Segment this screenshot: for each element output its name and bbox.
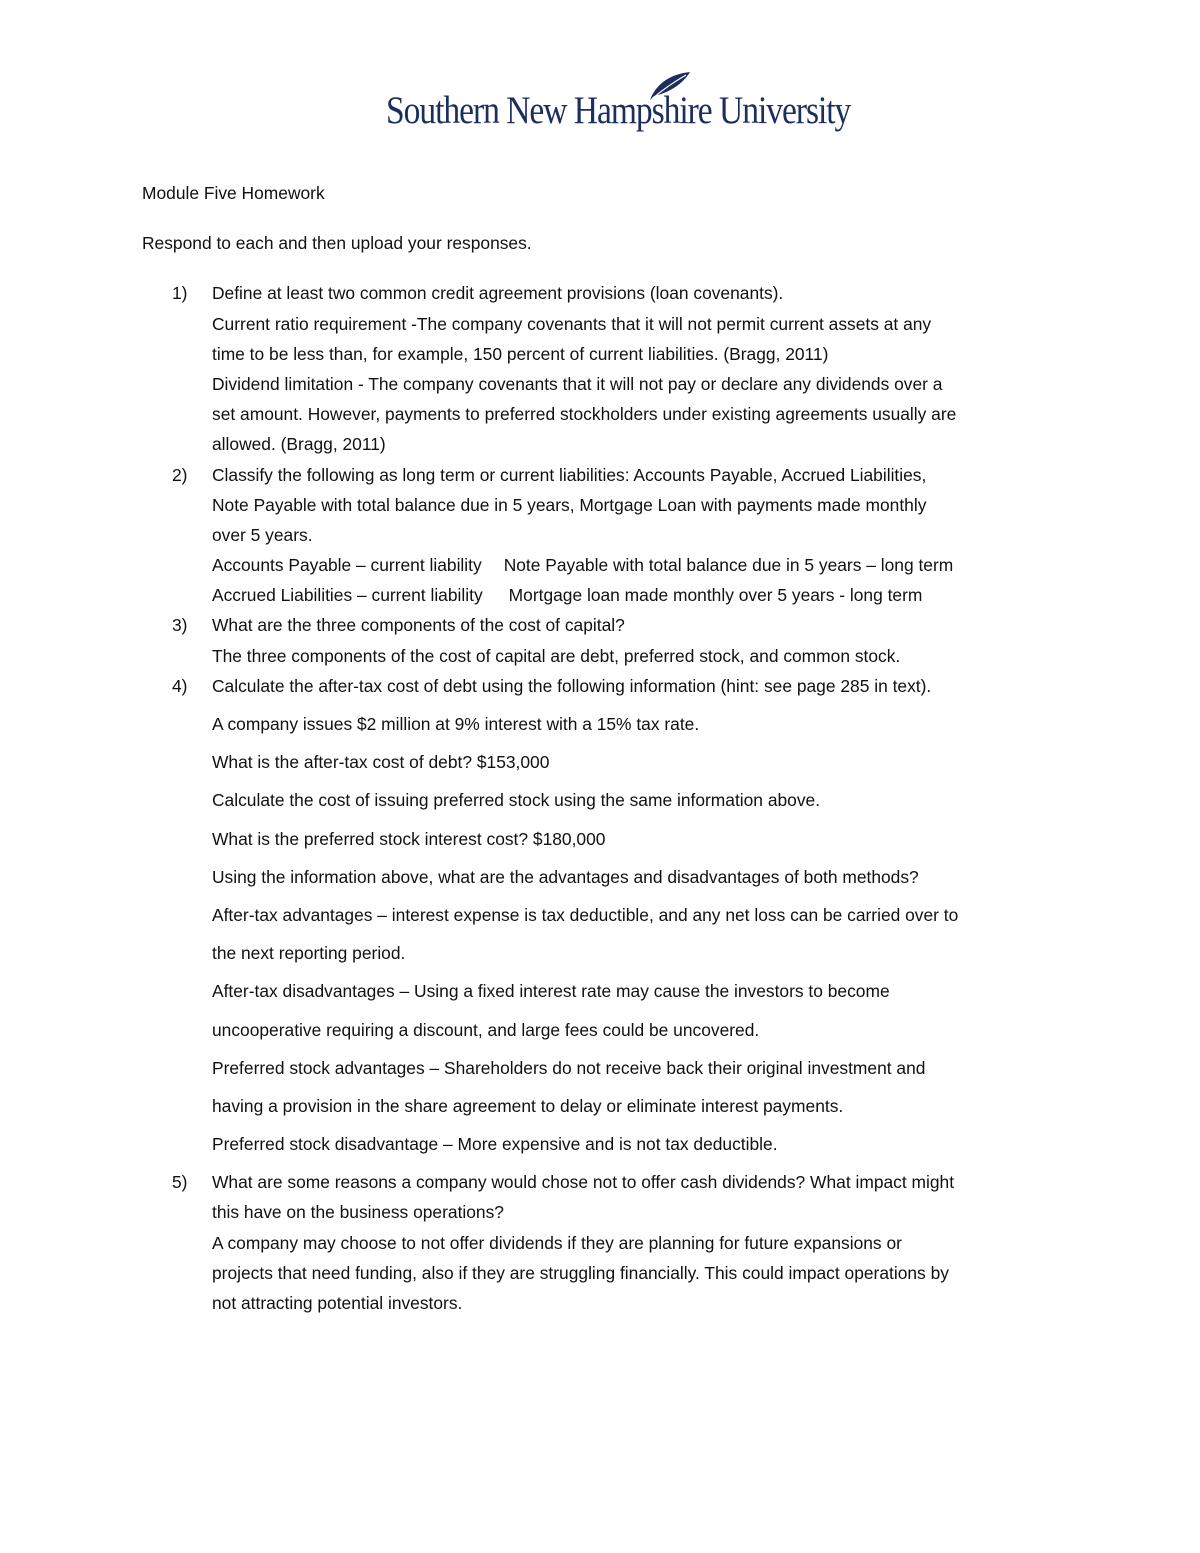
question-4 (142, 671, 1062, 1159)
question-number: 1) (172, 283, 188, 304)
question-text: over 5 years. (212, 524, 313, 545)
answer-cell: Accounts Payable – current liability (212, 555, 482, 576)
answer-line: What is the after-tax cost of debt? $153,000 (212, 752, 550, 773)
question-text: Calculate the after-tax cost of debt using the following information (hint: see page 285 in text). (212, 675, 932, 696)
answer-line: Preferred stock advantages – Shareholders do not receive back their original investment and (212, 1057, 926, 1078)
question-text: this have on the business operations? (212, 1202, 504, 1223)
answer-cell: Note Payable with total balance due in 5 years – long term (503, 555, 954, 576)
answer-line: After-tax advantages – interest expense is tax deductible, and any net loss can be carried over to (212, 904, 959, 925)
answer-line: After-tax disadvantages – Using a fixed interest rate may cause the investors to become (212, 981, 890, 1002)
answer-line (212, 580, 1062, 610)
document-body (142, 178, 1062, 1318)
answer-line: uncooperative requiring a discount, and large fees could be uncovered. (212, 1019, 760, 1040)
university-logo (386, 70, 851, 140)
answer-line: Current ratio requirement -The company covenants that it will not permit current assets at any (212, 313, 932, 334)
question-2 (142, 460, 1062, 611)
leaf-icon (648, 70, 692, 102)
answer-line: time to be less than, for example, 150 percent of current liabilities. (Bragg, 2011) (212, 343, 829, 364)
question-text: What are the three components of the cost of capital? (212, 615, 625, 636)
answer-line: Calculate the cost of issuing preferred stock using the same information above. (212, 790, 821, 811)
question-1 (142, 278, 1062, 459)
answer-line: having a provision in the share agreement to delay or eliminate interest payments. (212, 1095, 844, 1116)
answer-cell: Mortgage loan made monthly over 5 years - long term (508, 585, 923, 606)
answer-line: A company issues $2 million at 9% interest with a 15% tax rate. (212, 714, 700, 734)
question-number: 3) (172, 615, 188, 636)
question-text: Note Payable with total balance due in 5 years, Mortgage Loan with payments made monthly (212, 494, 927, 515)
instructions: Respond to each and then upload your responses. (142, 233, 532, 254)
answer-line: Preferred stock disadvantage – More expensive and is not tax deductible. (212, 1134, 778, 1155)
question-text: Classify the following as long term or current liabilities: Accounts Payable, Accrued Liabilities, (212, 464, 927, 485)
page-title: Module Five Homework (142, 183, 325, 203)
question-5 (142, 1167, 1062, 1318)
question-number: 4) (172, 675, 188, 696)
question-number: 2) (172, 464, 188, 485)
question-text: What are some reasons a company would chose not to offer cash dividends? What impact might (212, 1172, 955, 1193)
answer-line: projects that need funding, also if they are struggling financially. This could impact operations by (212, 1262, 949, 1283)
answer-cell: Accrued Liabilities – current liability (212, 585, 483, 606)
answer-line: Dividend limitation - The company covenants that it will not pay or declare any dividends over a (212, 373, 943, 394)
question-number: 5) (172, 1172, 188, 1193)
answer-line: the next reporting period. (212, 943, 406, 964)
answer-line: The three components of the cost of capital are debt, preferred stock, and common stock. (212, 645, 901, 666)
answer-line: Using the information above, what are the advantages and disadvantages of both methods? (212, 866, 919, 887)
logo-wordmark: Southern New Hampshire University (386, 89, 851, 132)
answer-line: What is the preferred stock interest cost? $180,000 (212, 828, 606, 849)
answer-line (212, 550, 1062, 580)
question-text: Define at least two common credit agreement provisions (loan covenants). (212, 283, 784, 304)
answer-line: set amount. However, payments to preferred stockholders under existing agreements usually are (212, 404, 957, 425)
question-3 (142, 610, 1062, 670)
answer-line: not attracting potential investors. (212, 1293, 463, 1313)
answer-line: allowed. (Bragg, 2011) (212, 434, 386, 455)
answer-line: A company may choose to not offer dividends if they are planning for future expansions or (212, 1232, 902, 1253)
